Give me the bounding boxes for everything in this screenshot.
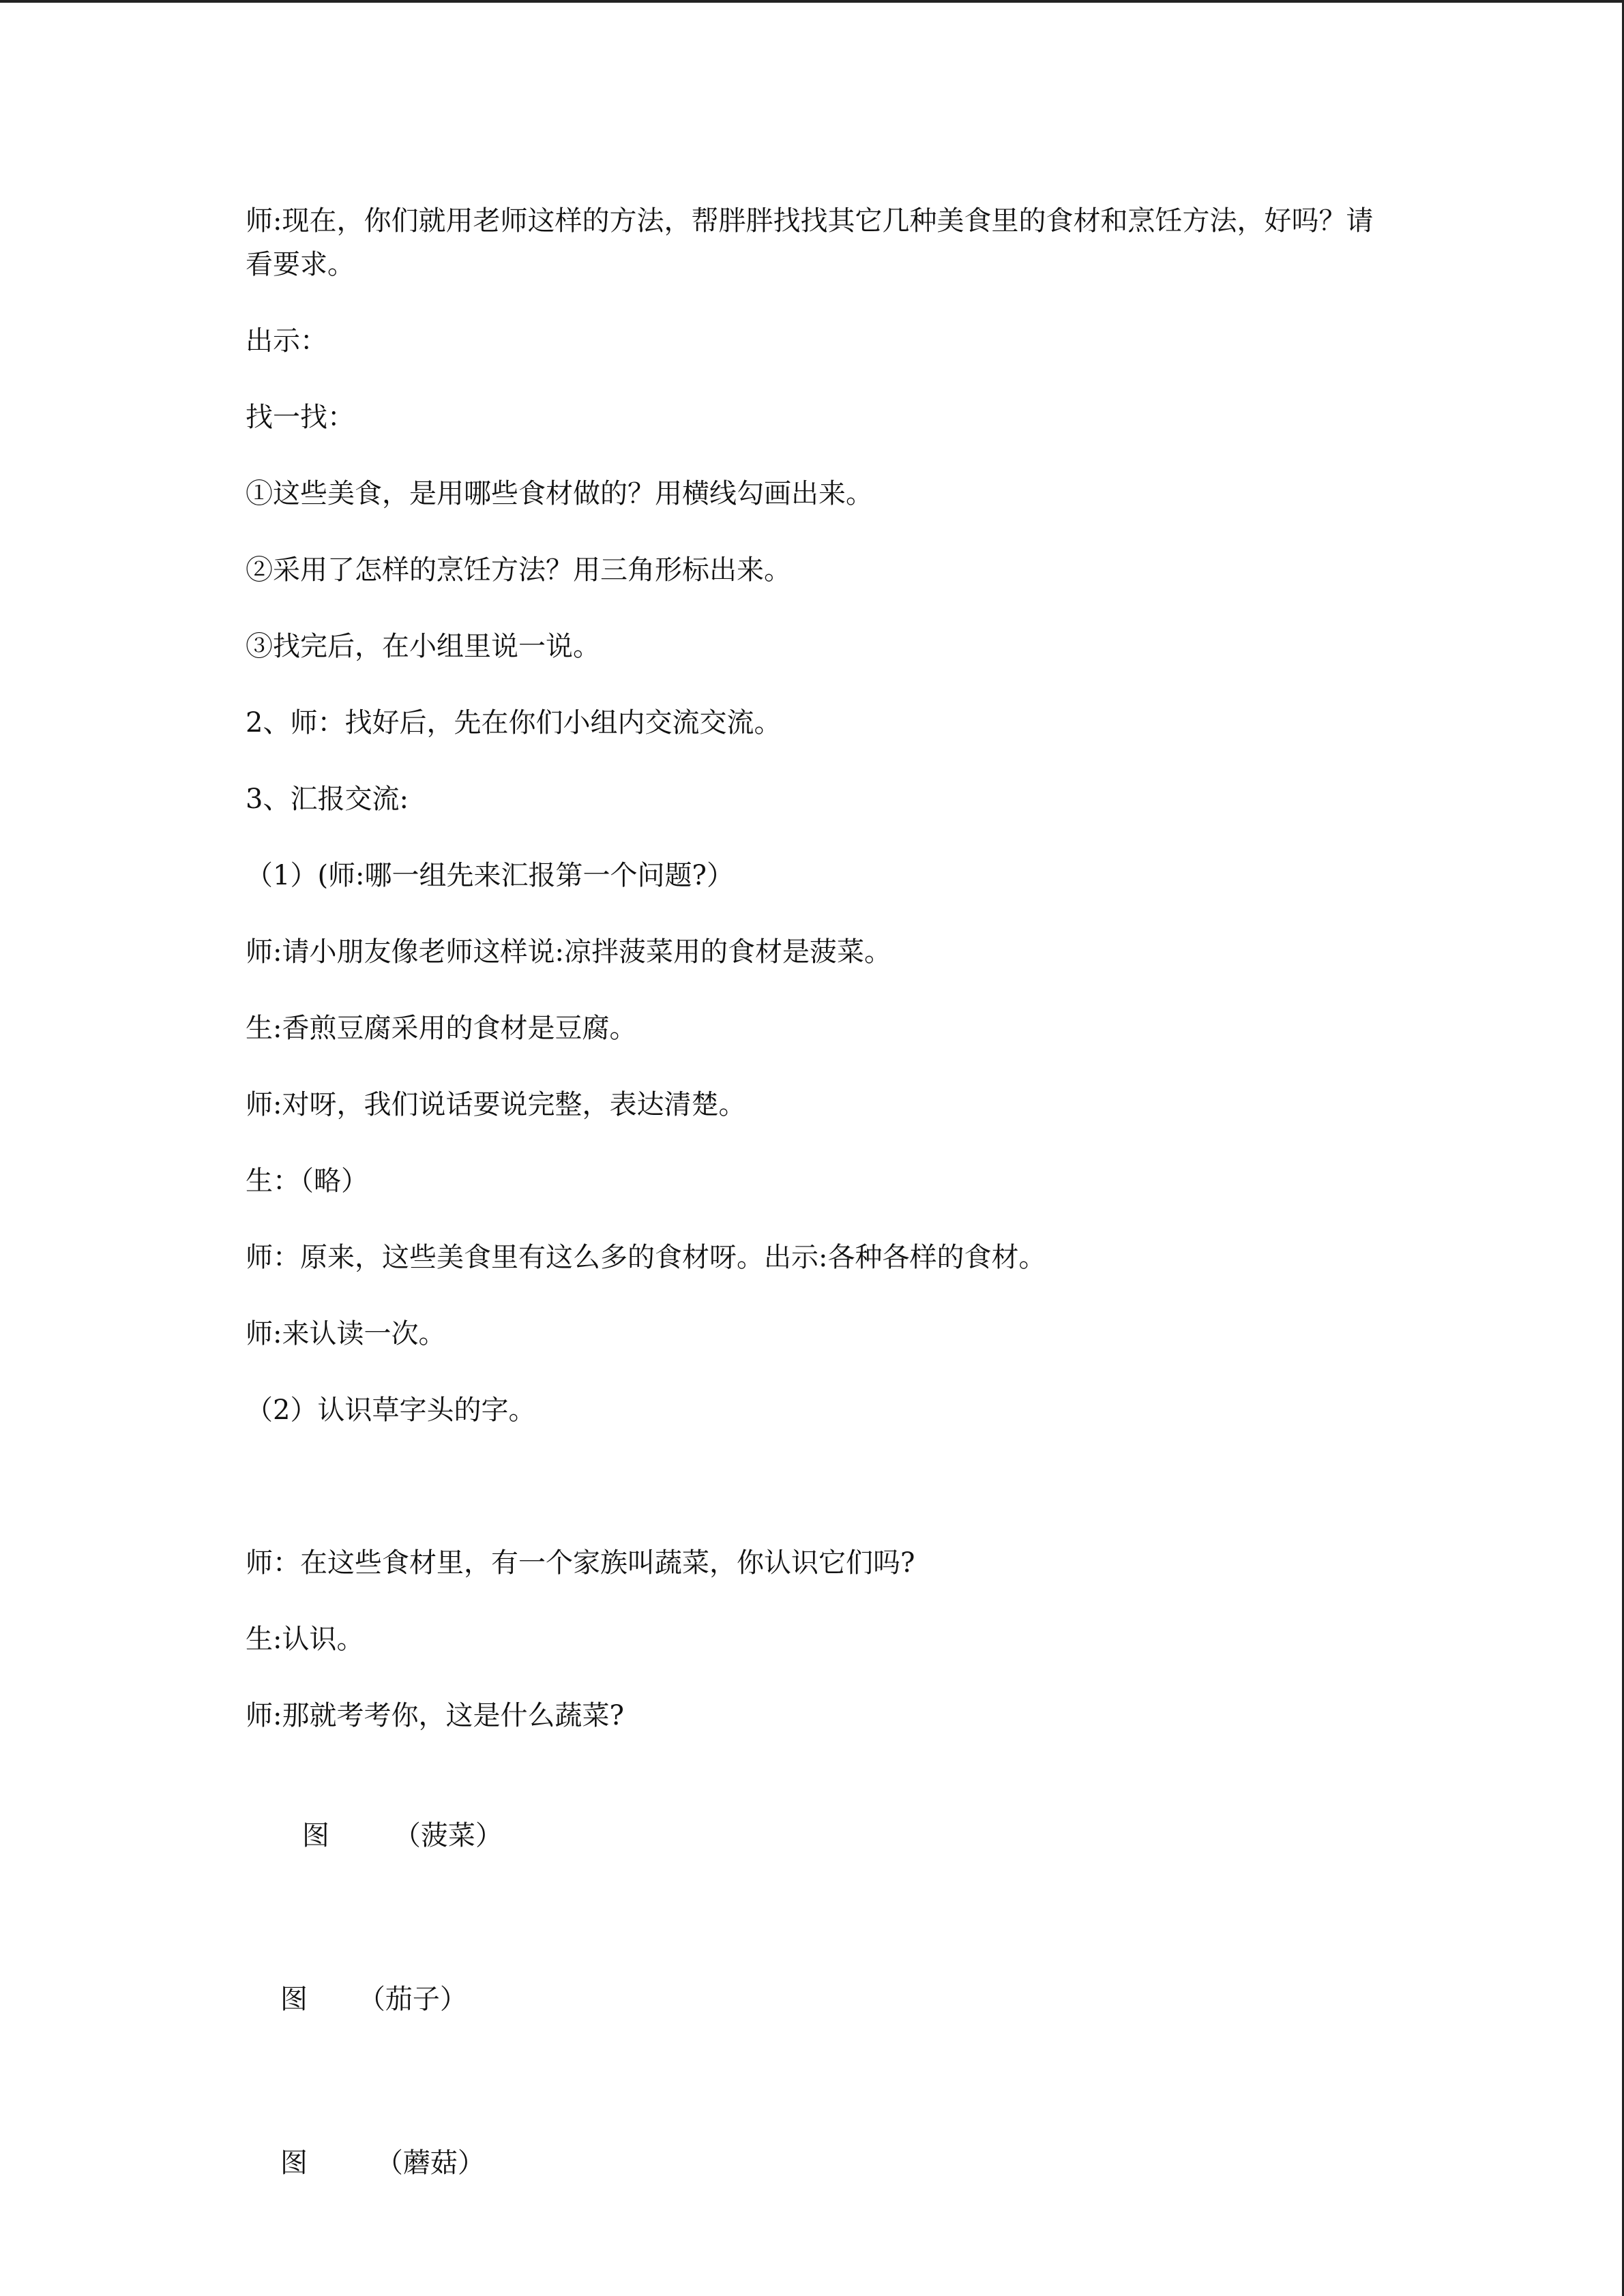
figure-placeholder: 图 [280,2147,308,2179]
paragraph: ①这些美食，是用哪些食材做的？用横线勾画出来。 [246,478,873,509]
document-body [246,199,1385,2261]
paragraph: 师：在这些食材里，有一个家族叫蔬菜，你认识它们吗? [246,1547,915,1579]
page-top-border [0,0,1624,3]
paragraph: 生：（略） [246,1165,368,1197]
paragraph: 生:香煎豆腐采用的食材是豆腐。 [246,1013,637,1044]
paragraph: 找一找： [246,402,355,433]
figure-caption: （茄子） [357,1984,467,2015]
blank-gap [246,1465,1385,1541]
paragraph: 3、汇报交流: [246,784,409,815]
paragraph: 师:现在，你们就用老师这样的方法，帮胖胖找找其它几种美食里的食材和烹饪方法，好吗？请看要求。 [246,205,1374,280]
paragraph: 师:来认读一次。 [246,1318,446,1350]
paragraph: 2、师：找好后，先在你们小组内交流交流。 [246,707,782,739]
figure-placeholder: 图 [301,1820,329,1851]
paragraph: 出示： [246,325,327,357]
paragraph: （2）认识草字头的字。 [246,1395,536,1426]
paragraph: 生:认识。 [246,1624,364,1655]
paragraph: ③找完后，在小组里说一说。 [246,631,600,662]
paragraph: ②采用了怎样的烹饪方法？用三角形标出来。 [246,554,791,586]
paragraph: （1）(师:哪一组先来汇报第一个问题?） [246,860,734,891]
figure-caption: （蘑菇） [375,2147,485,2179]
figure-placeholder: 图 [280,1984,308,2015]
figure-caption: （菠菜） [393,1820,503,1851]
paragraph: 师:对呀，我们说话要说完整，表达清楚。 [246,1089,746,1120]
paragraph: 师：原来，这些美食里有这么多的食材呀。出示:各种各样的食材。 [246,1242,1046,1273]
paragraph: 师:请小朋友像老师这样说:凉拌菠菜用的食材是菠菜。 [246,936,891,968]
figure-row-spinach [246,1770,1385,1901]
figure-row-mushroom [246,2098,1385,2228]
figure-row-eggplant [246,1934,1385,2065]
paragraph: 师:那就考考你，这是什么蔬菜? [246,1700,624,1731]
